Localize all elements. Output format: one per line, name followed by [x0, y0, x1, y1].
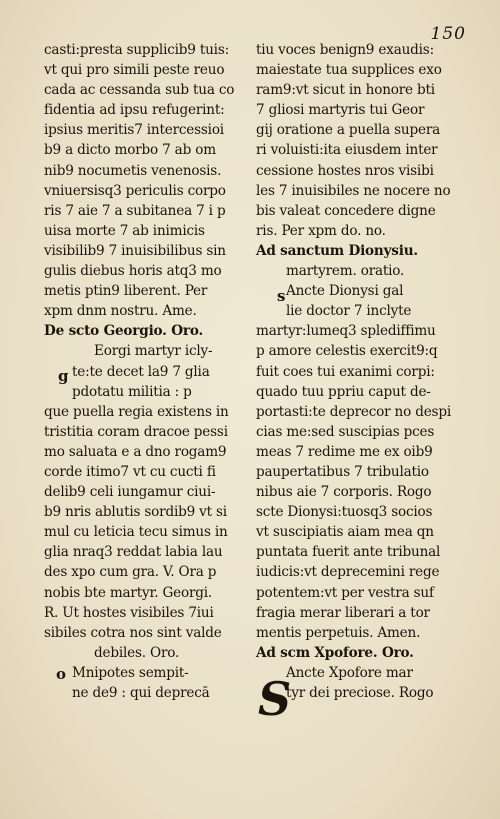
right-column-line: fuit coes tui exanimi corpi: — [256, 363, 435, 380]
right-column-line: p amore celestis exercit9:q — [256, 343, 438, 360]
right-column-line: ris. Per xpm do. no. — [256, 222, 386, 239]
right-column-line: quado tuu ppriu caput de- — [256, 383, 431, 400]
left-column-line: b9 a dicto morbo 7 ab om — [44, 142, 216, 159]
left-column-line: mul cu leticia tecu simus in — [44, 524, 228, 541]
right-column-line: meas 7 redime me ex oib9 — [256, 443, 433, 460]
left-column-line: visibilib9 7 inuisibilibus sin — [44, 242, 226, 259]
left-column-line: uisa morte 7 ab inimicis — [44, 222, 205, 239]
left-column-line: xpm dnm nostru. Ame. — [44, 303, 197, 320]
right-column-line: ram9:vt sicut in honore bti — [256, 82, 435, 99]
left-column-line: delib9 celi iungamur ciui- — [44, 484, 216, 501]
left-column-line: casti:presta supplicib9 tuis: — [44, 42, 229, 58]
left-column-line: metis ptin9 liberent. Per — [44, 283, 208, 300]
left-column-line: gulis diebus horis atq3 mo — [44, 263, 222, 280]
left-column-line: Mnipotes sempit- — [72, 664, 189, 681]
left-column-line: ipsius meritis7 intercessioi — [44, 122, 224, 139]
right-column-line: martyrem. oratio. — [286, 263, 405, 280]
left-column-line: ne de9 : qui deprecā — [72, 685, 210, 701]
right-column-line: tiu voces benign9 exaudis: — [256, 42, 434, 58]
folio-number: 150 — [430, 24, 466, 44]
left-column-line: sibiles cotra nos sint valde — [44, 624, 222, 641]
right-column-line: gij oratione a puella supera — [256, 122, 441, 139]
right-column-line: Ancte Xpofore mar — [286, 664, 413, 681]
drop-cap-s: S — [258, 672, 292, 726]
left-column-line: fidentia ad ipsu refugerint: — [44, 102, 225, 119]
right-column-line: fragia merar liberari a tor — [256, 604, 430, 621]
right-column-line: potentem:vt per vestra suf — [256, 584, 434, 601]
right-column-line: bis valeat concedere digne — [256, 202, 436, 219]
left-column-line: cada ac cessanda sub tua co — [44, 82, 235, 99]
right-column-line: scte Dionysi:tuosq3 socios — [256, 504, 433, 521]
guide-letter-s: s — [277, 287, 286, 305]
guide-letter-g: g — [58, 367, 69, 385]
guide-letter-o: o — [56, 665, 67, 683]
left-column-line: nobis bte martyr. Georgi. — [44, 584, 213, 601]
right-column-line: mentis perpetuis. Amen. — [256, 624, 421, 641]
left-column-line: debiles. Oro. — [94, 644, 180, 661]
right-column-line: portasti:te deprecor no despi — [256, 403, 451, 420]
left-column-line: Eorgi martyr icly- — [94, 343, 213, 360]
left-column-line: mo saluata e a dno rogam9 — [44, 443, 227, 460]
left-column-line: De scto Georgio. Oro. — [44, 323, 203, 340]
right-column-line: cias me:sed suscipias pces — [256, 423, 435, 440]
right-column-line: maiestate tua supplices exo — [256, 62, 442, 79]
left-column-line: tristitia coram dracoe pessi — [44, 423, 228, 440]
right-column-line: les 7 inuisibiles ne nocere no — [256, 182, 451, 199]
left-column-line: vniuersisq3 periculis corpo — [44, 182, 226, 199]
left-column-line: te:te decet la9 7 glia — [72, 363, 210, 380]
left-column-line: vt qui pro simili peste reuo — [44, 62, 225, 79]
right-column-line: puntata fuerit ante tribunal — [256, 544, 441, 561]
right-column-line: nibus aie 7 corporis. Rogo — [256, 484, 432, 501]
left-column — [44, 40, 250, 703]
right-column — [256, 40, 466, 703]
left-column-line: b9 nris ablutis sordib9 vt si — [44, 504, 227, 521]
left-column-line: nib9 nocumetis venenosis. — [44, 162, 222, 179]
right-column-line: Ad sanctum Dionysiu. — [256, 242, 418, 259]
left-column-line: R. Ut hostes visibiles 7iui — [44, 604, 214, 621]
right-column-line: vt suscipiatis aiam mea qn — [256, 524, 434, 541]
right-column-line: ri voluisti:ita eiusdem inter — [256, 142, 438, 159]
left-column-line: glia nraq3 reddat labia lau — [44, 544, 223, 561]
right-column-line: cessione hostes nros visibi — [256, 162, 434, 179]
right-column-line: 7 gliosi martyris tui Geor — [256, 102, 425, 119]
left-column-line: pdotatu militia : p — [72, 383, 192, 400]
right-column-line: martyr:lumeq3 splediffimu — [256, 323, 436, 340]
left-column-line: des xpo cum gra. V. Ora p — [44, 564, 217, 581]
left-column-line: que puella regia existens in — [44, 403, 229, 420]
right-column-line: lie doctor 7 inclyte — [286, 303, 412, 320]
right-column-line: tyr dei preciose. Rogo — [286, 685, 434, 701]
right-column-line: Ad scm Xpofore. Oro. — [256, 644, 414, 661]
right-column-line: paupertatibus 7 tribulatio — [256, 463, 429, 480]
right-column-line: iudicis:vt deprecemini rege — [256, 564, 440, 581]
left-column-line: ris 7 aie 7 a subitanea 7 i p — [44, 202, 226, 219]
left-column-line: corde itimo7 vt cu cucti fi — [44, 463, 216, 480]
right-column-line: Ancte Dionysi gal — [286, 283, 404, 300]
